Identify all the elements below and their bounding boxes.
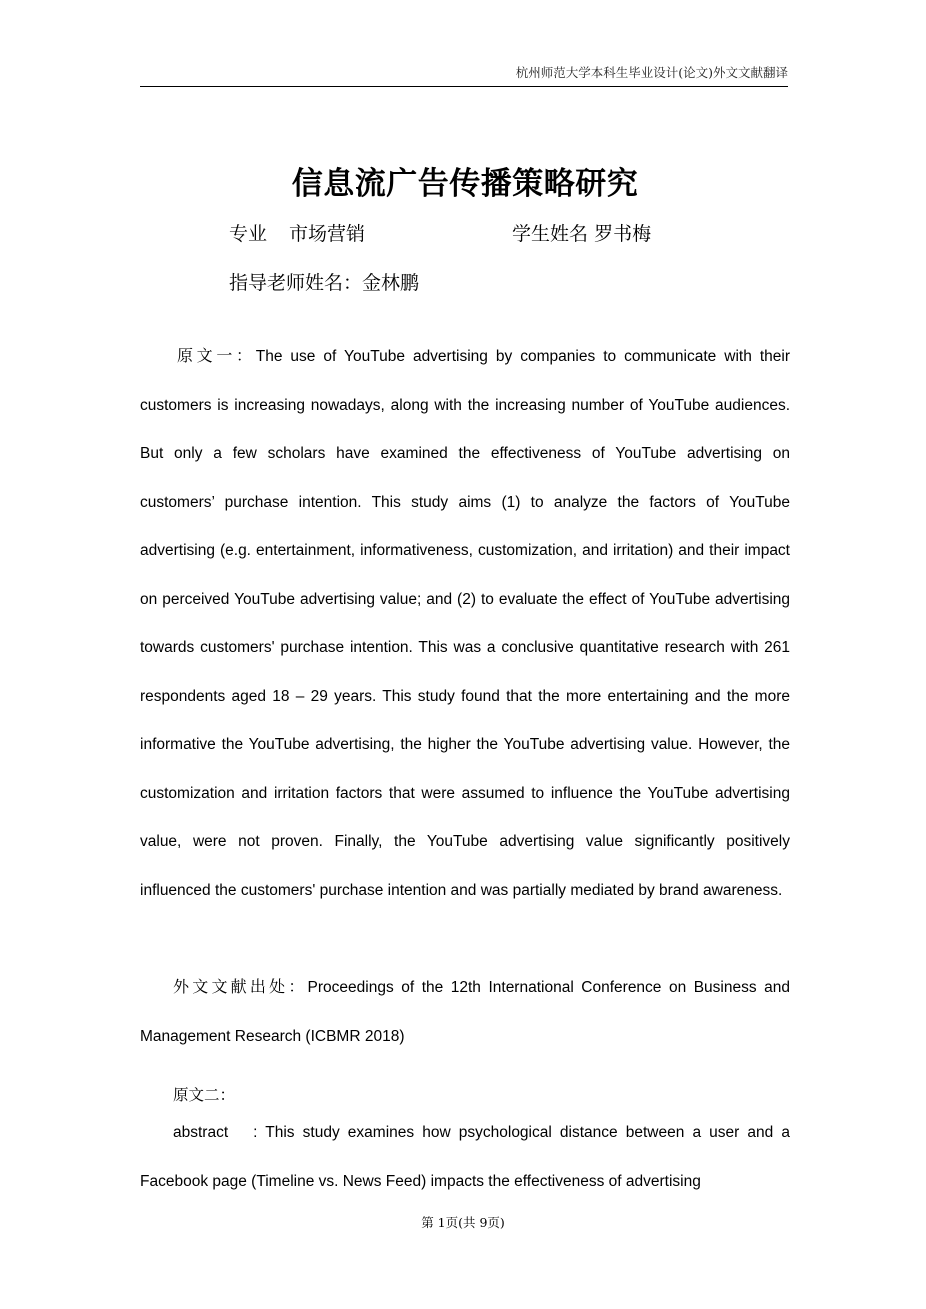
advisor-label: 指导老师姓名：: [229, 272, 363, 294]
header-divider: [140, 86, 788, 87]
original-2-text: : This study examines how psychological distance between a user and a Facebook page (Timeline vs. News Feed) impacts the effectiveness of advertising: [140, 1124, 790, 1190]
original-2-paragraph: [140, 1109, 790, 1206]
abstract-label: abstract: [173, 1124, 229, 1141]
major-line: [229, 220, 365, 248]
major-label: 专业: [229, 223, 268, 245]
student-label: 学生姓名: [512, 223, 589, 245]
student-line: [512, 220, 651, 248]
major-value: 市场营销: [289, 223, 366, 245]
document-title: 信息流广告传播策略研究: [291, 166, 639, 202]
original-1-text: The use of YouTube advertising by companies to communicate with their customers is increasing nowadays, along with the increasing number of YouTube audiences. But only a few scholars have examined the effectiveness of YouTube advertising on customers’ purchase intention. This study aims (1) to analyze the factors of YouTube advertising (e.g. entertainment, informativeness, customization, and irritation) and their impact on perceived YouTube advertising value; and (2) to evaluate the effect of YouTube advertising towards customers' purchase intention. This was a conclusive quantitative research with 261 respondents aged 18 – 29 years. This study found that the more entertaining and the more informative the YouTube advertising, the higher the YouTube advertising value. However, the customization and irritation factors that were assumed to influence the YouTube advertising value, were not proven. Finally, the YouTube advertising value significantly positively influenced the customers' purchase intention and was partially mediated by brand awareness.: [140, 348, 790, 899]
original-1-label: 原文一：: [177, 346, 256, 365]
source-1-paragraph: [140, 963, 790, 1061]
original-1-paragraph: [140, 332, 790, 915]
advisor-line: [229, 269, 419, 297]
source-1-label: 外文文献出处：: [173, 977, 308, 996]
running-header: 杭州师范大学本科生毕业设计(论文)外文文献翻译: [515, 65, 788, 80]
source-1-text: Proceedings of the 12th International Conference on Business and Management Research (ICBMR 2018): [140, 979, 790, 1045]
page-footer: 第 1页(共 9页): [421, 1215, 505, 1230]
student-value: 罗书梅: [594, 223, 652, 245]
original-2-label: 原文二：: [173, 1087, 236, 1104]
advisor-value: 金林鹏: [362, 272, 420, 294]
